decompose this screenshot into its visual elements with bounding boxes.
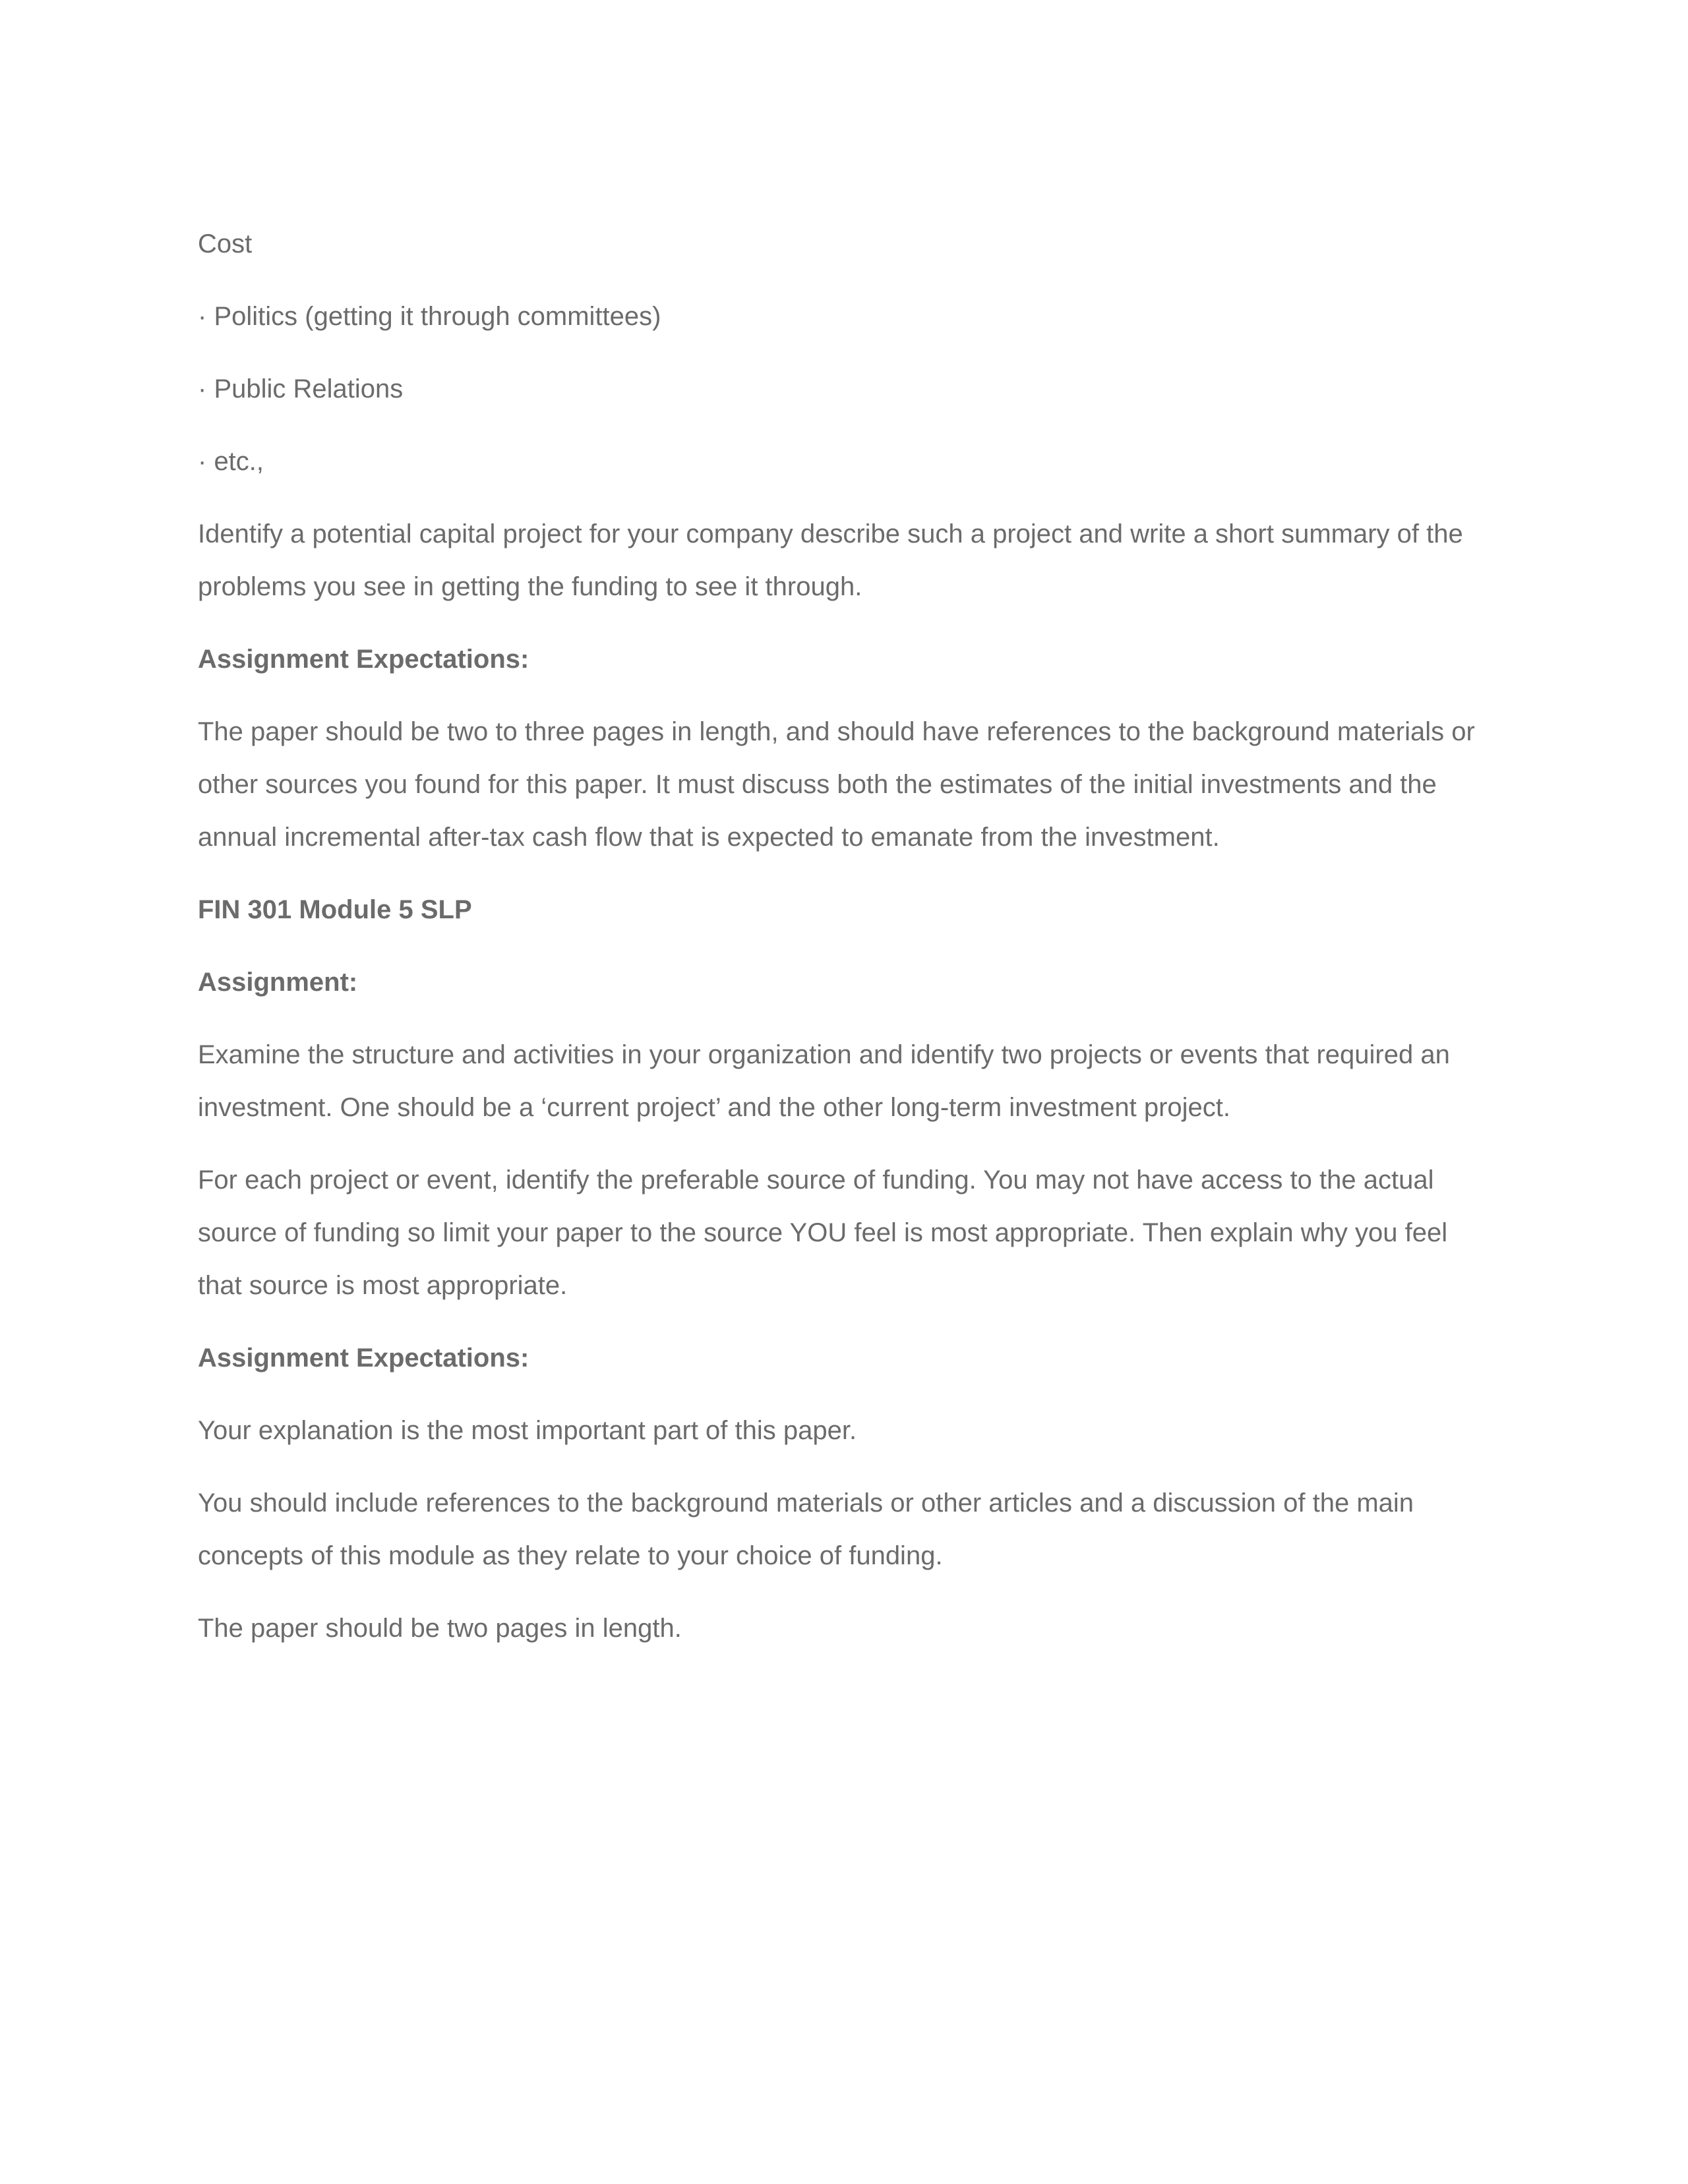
bullet-item: · etc., — [198, 435, 1490, 488]
bullet-item: · Politics (getting it through committees) — [198, 290, 1490, 343]
section-heading-assignment: Assignment: — [198, 968, 358, 997]
paragraph: Your explanation is the most important part of this paper. — [198, 1416, 857, 1445]
document-content — [198, 218, 1490, 1674]
module-title: FIN 301 Module 5 SLP — [198, 895, 472, 924]
paragraph: The paper should be two pages in length. — [198, 1614, 682, 1643]
paragraph: For each project or event, identify the preferable source of funding. You may not have access to the actual source of funding so limit your paper to the source YOU feel is most appropriate. Then explain why you feel that source is most appropriate. — [198, 1166, 1448, 1300]
paragraph: Examine the structure and activities in your organization and identify two projects or events that required an investment. One should be a ‘current project’ and the other long-term investment project. — [198, 1040, 1450, 1122]
list-item-cost: Cost — [198, 229, 253, 258]
section-heading-expectations: Assignment Expectations: — [198, 645, 529, 674]
section-heading-expectations: Assignment Expectations: — [198, 1343, 529, 1372]
intro-paragraph: Identify a potential capital project for your company describe such a project and write a short summary of the problems you see in getting the funding to see it through. — [198, 519, 1463, 601]
paragraph: The paper should be two to three pages in length, and should have references to the background materials or other sources you found for this paper. It must discuss both the estimates of the initial investments and the annual incremental after-tax cash flow that is expected to emanate from the investment. — [198, 717, 1475, 852]
paragraph: You should include references to the background materials or other articles and a discussion of the main concepts of this module as they relate to your choice of funding. — [198, 1489, 1414, 1570]
bullet-item: · Public Relations — [198, 363, 1490, 415]
